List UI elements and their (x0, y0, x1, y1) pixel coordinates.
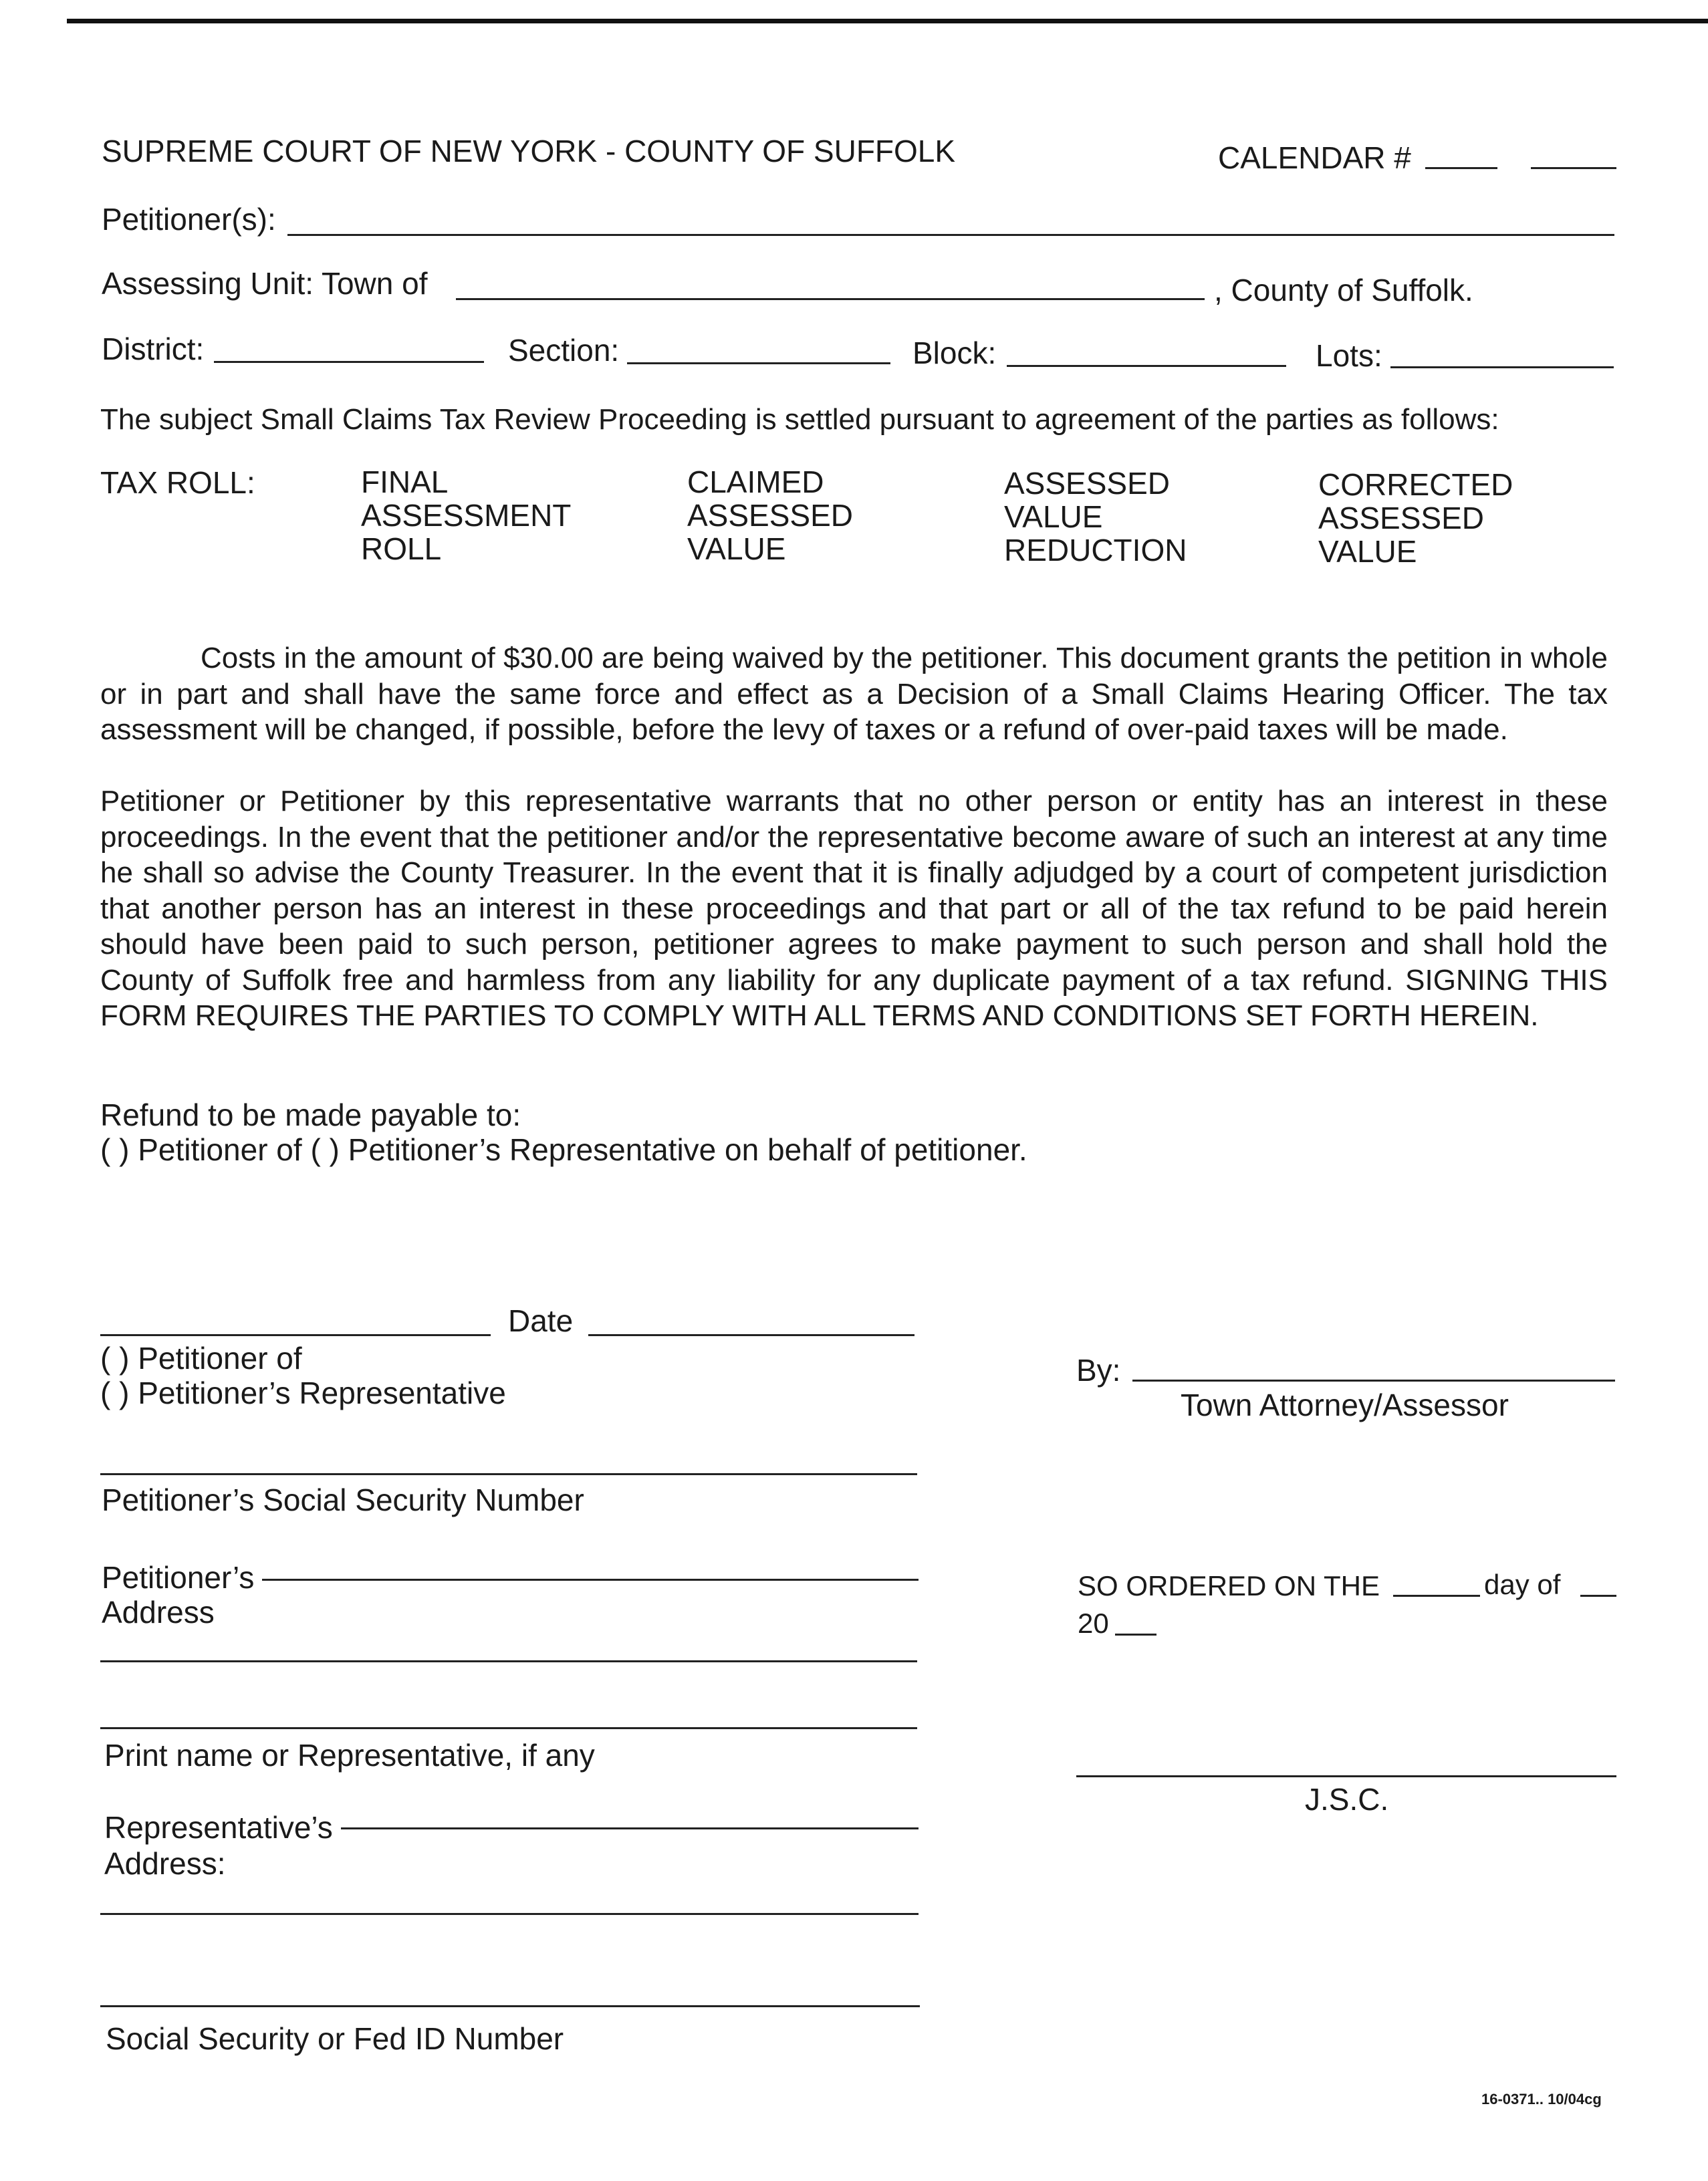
signature-field[interactable] (100, 1334, 491, 1336)
assessing-unit-label: Assessing Unit: Town of (102, 266, 428, 301)
petitioner-address-field-1[interactable] (262, 1579, 919, 1581)
town-field[interactable] (456, 298, 1205, 300)
rep-address-label-line2: Address: (104, 1846, 226, 1881)
town-attorney-signature-field[interactable] (1132, 1380, 1615, 1382)
column-line: ASSESSED (687, 498, 853, 533)
jsc-signature-field[interactable] (1076, 1775, 1616, 1777)
block-label: Block: (912, 336, 997, 370)
jsc-label: J.S.C. (1305, 1782, 1389, 1817)
petitioner-representative-checkbox[interactable]: ( ) Petitioner’s Representative (100, 1376, 506, 1410)
tax-roll-label: TAX ROLL: (100, 465, 255, 500)
order-year-field[interactable] (1115, 1634, 1156, 1636)
fed-id-field[interactable] (100, 2005, 920, 2007)
refund-label: Refund to be made payable to: (100, 1098, 521, 1132)
calendar-number-field[interactable] (1425, 167, 1497, 169)
form-code: 16-0371.. 10/04cg (1481, 2091, 1602, 2107)
section-field[interactable] (627, 362, 890, 364)
column-line: VALUE (1004, 499, 1103, 534)
column-line: ASSESSED (1318, 501, 1484, 535)
so-ordered-label: SO ORDERED ON THE (1078, 1570, 1380, 1601)
calendar-suffix-field[interactable] (1531, 167, 1616, 169)
tax-roll-column-corrected-assessed-value (1318, 468, 1513, 568)
column-line: ASSESSMENT (361, 498, 572, 533)
calendar-label: CALENDAR # (1218, 140, 1411, 175)
print-name-label: Print name or Representative, if any (104, 1738, 595, 1773)
county-suffix: , County of Suffolk. (1214, 273, 1473, 307)
ssn-field[interactable] (100, 1473, 917, 1475)
column-line: REDUCTION (1004, 533, 1187, 567)
settlement-intro: The subject Small Claims Tax Review Proceeding is settled pursuant to agreement of the parties as follows: (100, 403, 1499, 436)
block-field[interactable] (1007, 365, 1286, 367)
order-day-field[interactable] (1393, 1595, 1480, 1597)
town-attorney-label: Town Attorney/Assessor (1181, 1388, 1509, 1422)
warranty-paragraph: Petitioner or Petitioner by this representative warrants that no other person or entity has an interest in these proceedings. In the event that the petitioner and/or the representative become aware of such an interest at any time he shall so advise the County Treasurer. In the event that it is finally adjudged by a court of competent jurisdiction that another person has an interest in these proceedings and that part or all of the tax refund to be paid herein should have been paid to such person, petitioner agrees to make payment to such person and shall hold the County of Suffolk free and harmless from any liability for any duplicate payment of a tax refund. SIGNING THIS FORM REQUIRES THE PARTIES TO COMPLY WITH ALL TERMS AND CONDITIONS SET FORTH HEREIN. (100, 785, 1608, 1032)
top-border-line (67, 19, 1708, 23)
column-line: FINAL (361, 465, 449, 499)
district-field[interactable] (214, 361, 484, 363)
column-line: CLAIMED (687, 465, 824, 499)
tax-roll-column-final-assessment-roll (361, 465, 571, 565)
tax-roll-column-assessed-value-reduction (1004, 467, 1187, 567)
petitioners-field[interactable] (287, 234, 1614, 236)
ssn-label: Petitioner’s Social Security Number (102, 1483, 584, 1517)
year-prefix: 20 (1078, 1608, 1109, 1639)
lots-label: Lots: (1316, 338, 1382, 373)
column-line: VALUE (1318, 534, 1417, 569)
fed-id-label: Social Security or Fed ID Number (106, 2021, 564, 2056)
court-heading: SUPREME COURT OF NEW YORK - COUNTY OF SUFFOLK (102, 134, 956, 168)
day-of-label: day of (1484, 1569, 1561, 1600)
date-field[interactable] (588, 1334, 914, 1336)
column-line: ASSESSED (1004, 466, 1170, 501)
petitioners-label: Petitioner(s): (102, 202, 276, 237)
column-line: ROLL (361, 531, 442, 566)
costs-paragraph: Costs in the amount of $30.00 are being waived by the petitioner. This document grants the petition in whole or in part and shall have the same force and effect as a Decision of a Small Claims Hearing Officer. The tax assessment will be changed, if possible, before the levy of taxes or a refund of over-paid taxes will be made. (100, 642, 1608, 746)
rep-address-field-2[interactable] (100, 1913, 919, 1915)
petitioner-address-label-line2: Address (102, 1595, 215, 1630)
lots-field[interactable] (1390, 366, 1614, 368)
rep-address-label-line1: Representative’s (104, 1810, 333, 1845)
district-label: District: (102, 332, 205, 366)
order-month-field[interactable] (1580, 1595, 1616, 1597)
date-label: Date (508, 1303, 574, 1338)
petitioner-address-label-line1: Petitioner’s (102, 1560, 255, 1595)
column-line: CORRECTED (1318, 467, 1513, 502)
tax-roll-column-claimed-assessed-value (687, 465, 853, 565)
by-label: By: (1076, 1353, 1121, 1388)
refund-options[interactable]: ( ) Petitioner of ( ) Petitioner’s Representative on behalf of petitioner. (100, 1132, 1027, 1167)
column-line: VALUE (687, 531, 786, 566)
print-name-field[interactable] (100, 1727, 917, 1729)
rep-address-field-1[interactable] (341, 1827, 919, 1829)
petitioner-address-field-2[interactable] (100, 1660, 917, 1662)
section-label: Section: (508, 333, 620, 368)
petitioner-of-checkbox[interactable]: ( ) Petitioner of (100, 1341, 302, 1376)
